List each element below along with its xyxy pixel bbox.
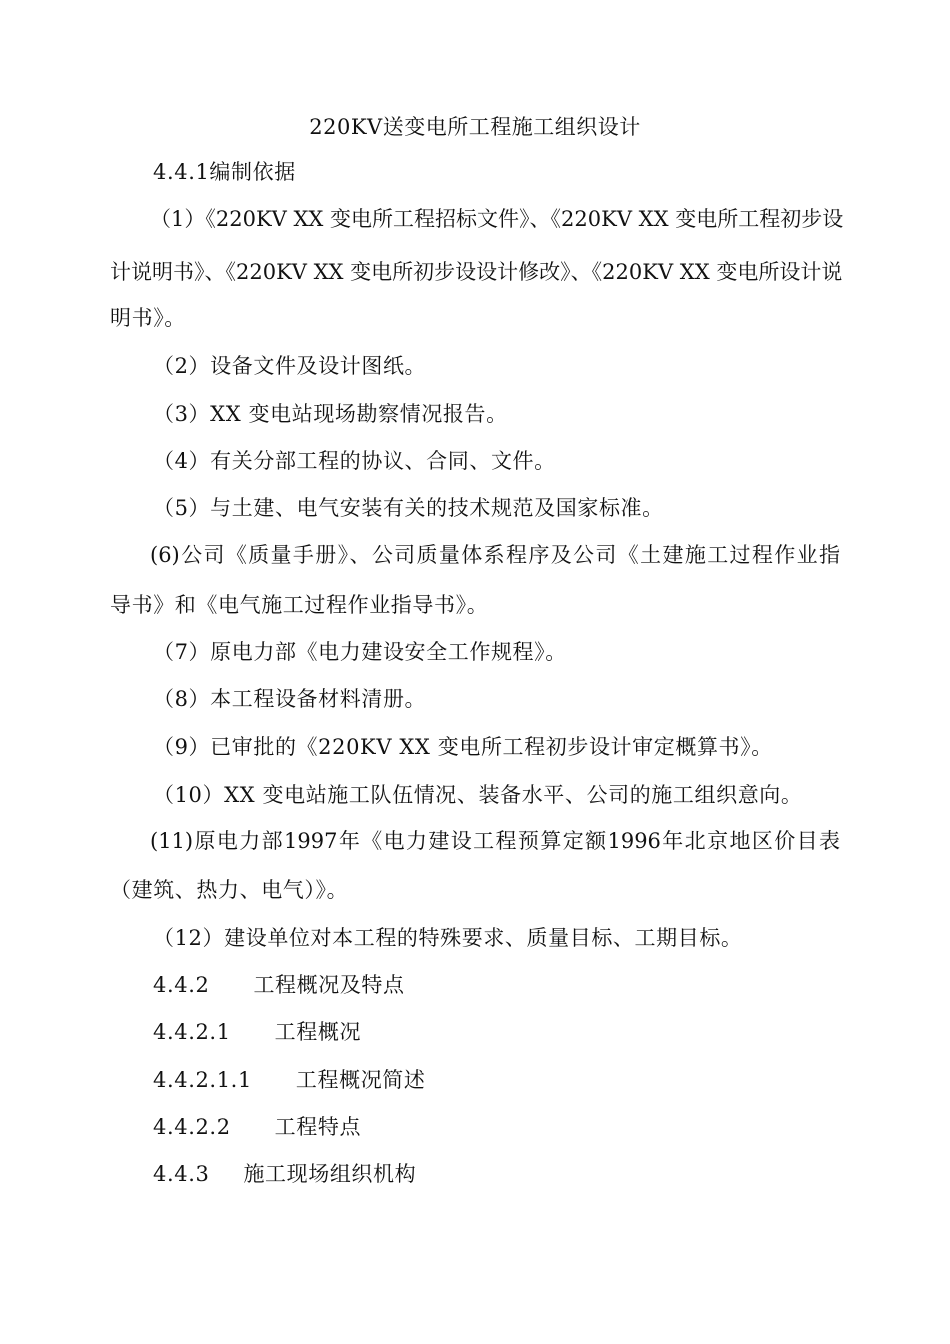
paragraph-item-1-line-2: 计说明书》、《220KV XX 变电所初步设设计修改》、《220KV XX 变电所设计说 [110, 260, 843, 284]
paragraph-item-1-line-3: 明书》。 [110, 306, 186, 330]
section-heading-4-4-1: 4.4.1编制依据 [153, 160, 296, 184]
list-item-8: （8）本工程设备材料清册。 [153, 687, 427, 711]
document-title: 220KV送变电所工程施工组织设计 [309, 115, 641, 139]
list-item-5: （5）与土建、电气安装有关的技术规范及国家标准。 [153, 496, 664, 520]
list-item-4: （4）有关分部工程的协议、合同、文件。 [153, 449, 556, 473]
paragraph-item-6-line-1: (6)公司《质量手册》、公司质量体系程序及公司《土建施工过程作业指 [150, 543, 840, 567]
heading-text: 工程概况简述 [295, 1068, 426, 1092]
heading-number: 4.4.2 [153, 973, 210, 997]
list-item-12: （12）建设单位对本工程的特殊要求、质量目标、工期目标。 [153, 926, 743, 950]
paragraph-item-11-line-1: (11)原电力部1997年《电力建设工程预算定额1996年北京地区价目表 [150, 829, 840, 853]
paragraph-item-11-line-2: （建筑、热力、电气）》。 [110, 878, 349, 902]
list-item-7: （7）原电力部《电力建设安全工作规程》。 [153, 640, 567, 664]
heading-text: 工程概况 [274, 1020, 362, 1044]
section-heading-4-4-2-1 [153, 1018, 361, 1046]
heading-text: 工程概况及特点 [253, 973, 405, 997]
heading-number: 4.4.3 [153, 1162, 210, 1186]
list-item-10: （10）XX 变电站施工队伍情况、装备水平、公司的施工组织意向。 [153, 783, 803, 807]
section-heading-4-4-2-2 [153, 1113, 361, 1141]
heading-number: 4.4.2.1.1 [153, 1068, 252, 1092]
list-item-3: （3）XX 变电站现场勘察情况报告。 [153, 402, 508, 426]
section-heading-4-4-3 [153, 1160, 416, 1188]
list-item-2: （2）设备文件及设计图纸。 [153, 354, 427, 378]
section-heading-4-4-2 [153, 971, 405, 999]
heading-number: 4.4.2.1 [153, 1020, 231, 1044]
heading-text: 工程特点 [274, 1115, 362, 1139]
heading-text: 施工现场组织机构 [243, 1162, 417, 1186]
list-item-9: （9）已审批的《220KV XX 变电所工程初步设计审定概算书》。 [153, 735, 773, 759]
paragraph-item-1-line-1: （1）《220KV XX 变电所工程招标文件》、《220KV XX 变电所工程初步设 [150, 207, 844, 231]
heading-number: 4.4.2.2 [153, 1115, 231, 1139]
section-heading-4-4-2-1-1 [153, 1066, 426, 1094]
paragraph-item-6-line-2: 导书》和《电气施工过程作业指导书》。 [110, 593, 489, 617]
